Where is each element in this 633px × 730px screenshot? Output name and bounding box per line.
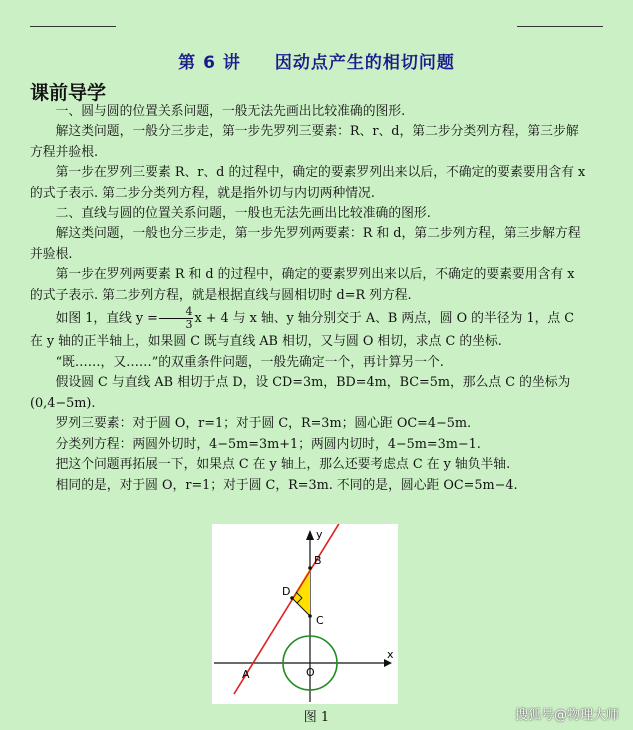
- line-ab: [234, 524, 340, 694]
- section-heading: 课前导学: [30, 82, 107, 104]
- fraction-denominator: 3: [185, 318, 193, 332]
- y-axis-arrow-icon: [306, 530, 314, 540]
- label-b: B: [314, 554, 322, 567]
- point-d: [290, 596, 294, 600]
- watermark: 搜狐号@物理大师: [514, 708, 619, 723]
- example-suffix: x + 4 与 x 轴、y 轴分别交于 A、B 两点，圆 O 的半径为 1，点 C 在 y 轴的正半轴上，如果圆 C 既与直线 AB 相切，又与圆 O 相切，求点 C 的坐标.: [30, 311, 575, 350]
- paragraph: 分类列方程：两圆外切时，4−5m=3m+1；两圆内切时，4−5m=3m−1.: [55, 436, 481, 452]
- example-paragraph: [30, 306, 588, 353]
- paragraph: “既……，又……”的双重条件问题，一般先确定一个，再计算另一个.: [55, 355, 444, 371]
- lecture-title: 因动点产生的相切问题: [274, 53, 455, 73]
- example-prefix: 如图 1，直线 y =: [55, 311, 158, 327]
- header-rule-left: [30, 26, 116, 27]
- paragraph: 相同的是，对于圆 O，r=1；对于圆 C，R=3m. 不同的是，圆心距 OC=5m−4.: [55, 477, 518, 493]
- fraction: [159, 306, 194, 331]
- point-c: [308, 614, 312, 618]
- fraction-numerator: 4: [159, 306, 194, 319]
- paragraph: 二、直线与圆的位置关系问题，一般也无法先画出比较准确的图形.: [55, 206, 431, 222]
- paragraph: 第一步在罗列三要素 R、r、d 的过程中，确定的要素罗列出来以后，不确定的要素要用含有 x 的式子表示. 第二步分类列方程，就是指外切与内切两种情况.: [30, 165, 586, 201]
- paragraph: 解这类问题，一般分三步走，第一步先罗列三要素：R、r、d，第二步分类列方程，第三步解方程并验根.: [30, 124, 579, 160]
- header-rule-right: [517, 26, 603, 27]
- page-title: [0, 48, 633, 73]
- point-b: [308, 566, 312, 570]
- figure-caption: 图 1: [303, 710, 330, 725]
- paragraph: 第一步在罗列两要素 R 和 d 的过程中，确定的要素罗列出来以后，不确定的要素要用含有 x 的式子表示. 第二步列方程，就是根据直线与圆相切时 d=R 列方程.: [30, 267, 575, 303]
- figure-1: [212, 524, 398, 704]
- label-x: x: [387, 648, 394, 661]
- body-text: [30, 102, 588, 496]
- figure-svg: [212, 524, 398, 704]
- label-c: C: [316, 614, 324, 627]
- label-a: A: [242, 668, 250, 681]
- paragraph: 把这个问题再拓展一下，如果点 C 在 y 轴上，那么还要考虑点 C 在 y 轴负半轴.: [55, 457, 511, 473]
- paragraph: 假设圆 C 与直线 AB 相切于点 D，设 CD=3m，BD=4m，BC=5m，那么点 C 的坐标为 (0,4−5m).: [30, 375, 571, 411]
- label-o: O: [306, 666, 315, 679]
- label-y: y: [316, 528, 323, 541]
- lecture-number: 第 6 讲: [178, 53, 241, 73]
- paragraph: 一、圆与圆的位置关系问题，一般无法先画出比较准确的图形.: [55, 104, 406, 119]
- label-d: D: [282, 585, 291, 598]
- paragraph: 罗列三要素：对于圆 O，r=1；对于圆 C，R=3m；圆心距 OC=4−5m.: [55, 416, 472, 432]
- paragraph: 解这类问题，一般也分三步走，第一步先罗列两要素：R 和 d，第二步列方程，第三步解方程并验根.: [30, 226, 581, 262]
